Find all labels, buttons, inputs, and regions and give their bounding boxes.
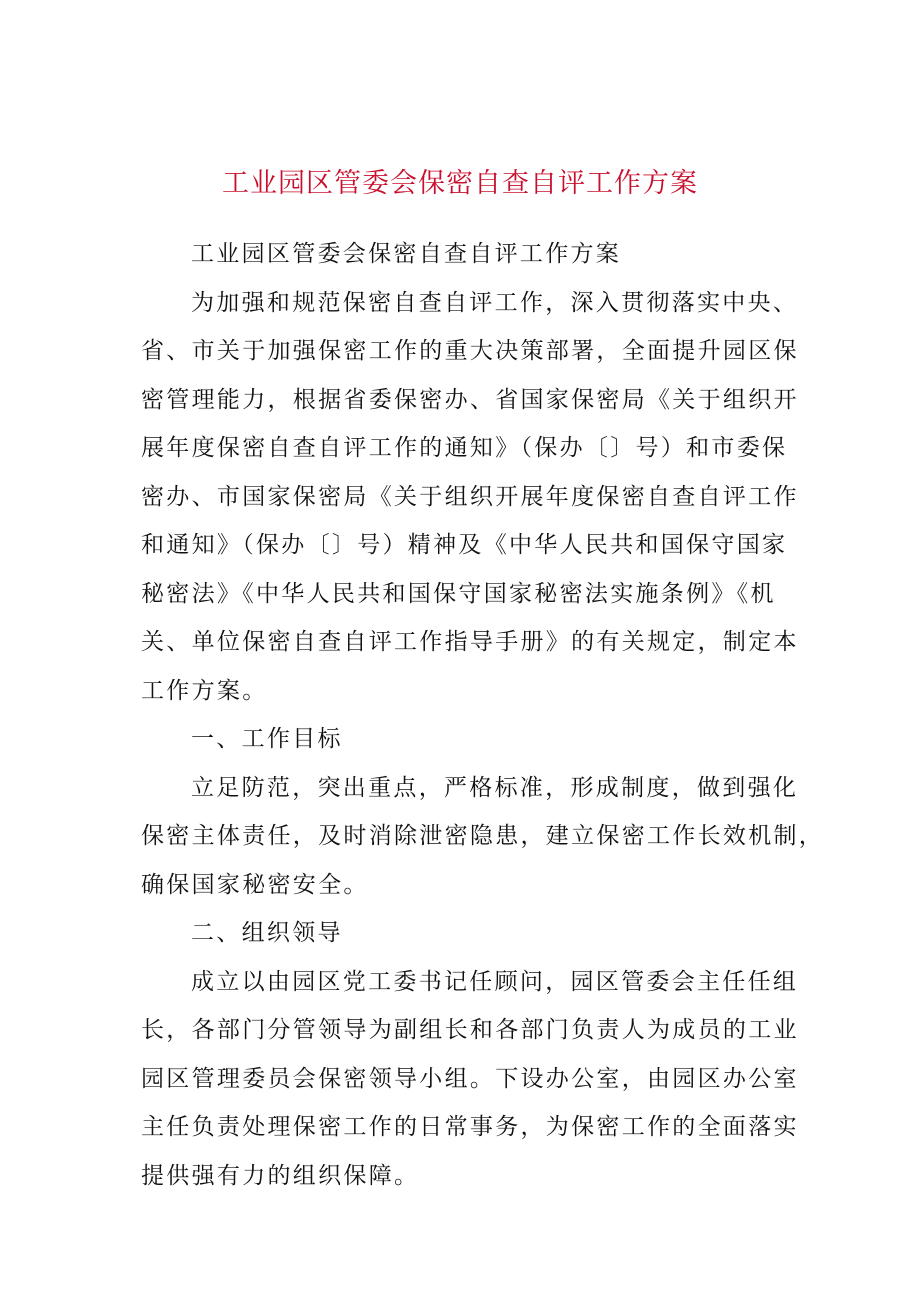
text-line: 提供强有力的组织保障。 [141, 1162, 420, 1189]
text-line: 确保国家秘密安全。 [141, 871, 369, 898]
text-line: 园区管理委员会保密领导小组。下设办公室，由园区办公室 [141, 1065, 799, 1092]
text-line: 为加强和规范保密自查自评工作，深入贯彻落实中央、 [191, 289, 799, 316]
text-line: 一、工作目标 [191, 726, 343, 752]
text-line: 秘密法》《中华人民共和国保守国家秘密法实施条例》《机 [141, 580, 776, 607]
text-line: 和通知》（保办〔〕号）精神及《中华人民共和国保守国家 [141, 532, 788, 558]
text-line: 密办、市国家保密局《关于组织开展年度保密自查自评工作 [141, 483, 799, 510]
text-line: 关、单位保密自查自评工作指导手册》的有关规定，制定本 [141, 629, 799, 655]
document-title: 工业园区管委会保密自查自评工作方案 [222, 168, 698, 199]
text-line: 省、市关于加强保密工作的重大决策部署，全面提升园区保 [141, 338, 799, 364]
text-line: 成立以由园区党工委书记任顾问，园区管委会主任任组 [191, 968, 799, 995]
text-line: 工业园区管委会保密自查自评工作方案 [191, 241, 622, 267]
text-line: 长，各部门分管领导为副组长和各部门负责人为成员的工业 [141, 1017, 799, 1043]
document-body [141, 230, 825, 1200]
text-line: 工作方案。 [141, 677, 268, 704]
text-line: 二、组织领导 [191, 920, 343, 946]
text-line: 密管理能力，根据省委保密办、省国家保密局《关于组织开 [141, 386, 799, 413]
text-line: 立足防范，突出重点，严格标准，形成制度，做到强化 [191, 774, 799, 801]
text-line: 保密主体责任，及时消除泄密隐患，建立保密工作长效机制， [141, 823, 825, 849]
text-line: 主任负责处理保密工作的日常事务，为保密工作的全面落实 [141, 1114, 799, 1140]
text-line: 展年度保密自查自评工作的通知》（保办〔〕号）和市委保 [141, 435, 788, 461]
